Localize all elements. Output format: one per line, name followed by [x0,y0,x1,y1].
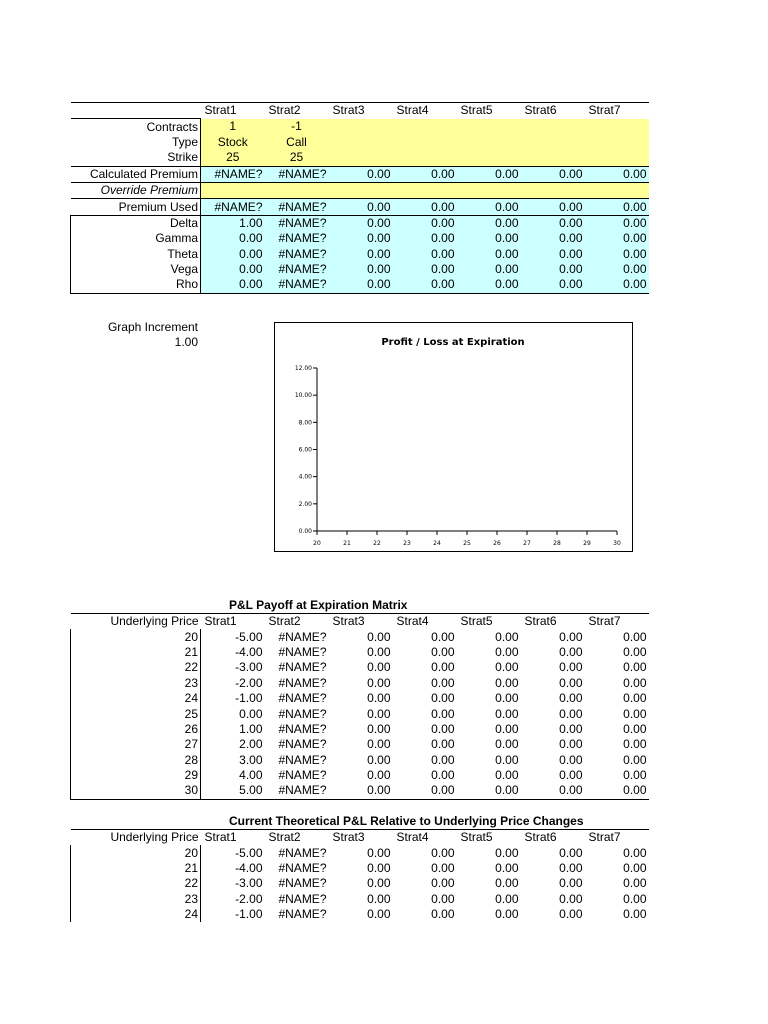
table-row [71,722,649,737]
greek-theta-strat-6: 0.00 [521,247,585,262]
table-row [71,861,649,876]
pl-value-cell: 0.00 [367,891,391,906]
greek-rho-strat-7: 0.00 [585,277,649,293]
pl-value-cell: 0.00 [495,629,519,644]
pl-value-cell: 0.00 [623,860,647,875]
greek-vega-strat-3: 0.00 [329,262,393,277]
pl-value-cell: 0.00 [367,737,391,752]
pl-value-cell: 2.00 [239,737,263,752]
pl-value-cell: 5.00 [201,783,265,799]
greek-row-gamma [71,231,649,246]
greek-rho-strat-6: 0.00 [521,277,585,293]
pl-value-cell: -5.00 [235,845,263,860]
greek-theta-strat-5: 0.00 [457,247,521,262]
override-premium-strat-6[interactable] [521,182,585,198]
pl-value-cell: 0.00 [559,675,583,690]
strike-strat-2[interactable]: 25 [265,150,329,166]
pl-value-cell: 0.00 [431,752,455,767]
params-row-strike [71,150,649,166]
pl-value-cell: 4.00 [239,768,263,783]
underlying-price-cell: 27 [71,737,201,752]
greek-delta-strat-2: #NAME? [265,215,329,231]
pl-value-cell: 0.00 [623,644,647,659]
contracts-strat-5[interactable] [457,119,521,135]
greek-rho-strat-2: #NAME? [265,277,329,293]
pl-value-cell: 0.00 [329,783,393,799]
pl-value-cell: 0.00 [367,706,391,721]
pl-value-cell: 0.00 [559,660,583,675]
pl-value-cell: 0.00 [431,721,455,736]
pl-value-cell: 0.00 [623,891,647,906]
y-tick-label: 8.00 [298,419,312,427]
override-premium-strat-4[interactable] [393,182,457,198]
pl-value-cell: 0.00 [559,860,583,875]
pl-value-cell: 0.00 [367,876,391,891]
pl-value-cell: 0.00 [495,675,519,690]
payoff-matrix-strat-header-4: Strat4 [393,614,457,630]
pl-value-cell: -3.00 [235,876,263,891]
override-premium-strat-1[interactable] [201,182,265,198]
pl-value-cell: 0.00 [367,660,391,675]
pl-value-cell: #NAME? [265,783,329,799]
y-tick-label: 2.00 [298,500,312,508]
pl-value-cell: #NAME? [278,675,327,690]
x-tick-label: 30 [613,540,621,547]
premium-used-strat-3[interactable]: 0.00 [329,199,393,215]
y-tick-label: 12.00 [294,365,312,372]
theoretical-matrix-strat-header-7: Strat7 [585,830,649,846]
pl-value-cell: #NAME? [278,907,327,922]
theoretical-matrix-title: Current Theoretical P&L Relative to Underlying Price Changes [229,814,584,828]
underlying-price-cell: 20 [71,629,201,644]
pl-value-cell: 0.00 [559,691,583,706]
payoff-matrix-table [70,613,649,800]
pl-value-cell: 0.00 [559,706,583,721]
pl-value-cell: 0.00 [495,768,519,783]
premium-used-strat-7[interactable]: 0.00 [585,199,649,215]
x-tick-label: 25 [463,540,471,547]
pl-value-cell: -4.00 [235,644,263,659]
params-row-type [71,135,649,150]
pl-value-cell: #NAME? [278,768,327,783]
pl-value-cell: #NAME? [278,752,327,767]
pl-value-cell: #NAME? [278,691,327,706]
greek-row-delta [71,215,649,231]
greek-label-theta: Theta [71,247,201,262]
pl-value-cell: 0.00 [623,752,647,767]
underlying-price-cell: 26 [71,722,201,737]
greek-delta-strat-1: 1.00 [201,215,265,231]
pl-value-cell: 0.00 [623,845,647,860]
pl-value-cell: 0.00 [367,675,391,690]
greek-label-delta: Delta [71,215,201,231]
override-premium-label: Override Premium [71,182,201,198]
pl-value-cell: #NAME? [278,860,327,875]
pl-value-cell: 0.00 [431,907,455,922]
greek-theta-strat-1: 0.00 [201,247,265,262]
pl-value-cell: 0.00 [457,783,521,799]
underlying-price-cell: 30 [71,783,201,799]
pl-value-cell: 0.00 [367,752,391,767]
pl-value-cell: 0.00 [495,691,519,706]
calc-premium-strat-5[interactable]: 0.00 [457,166,521,182]
greek-delta-strat-5: 0.00 [457,215,521,231]
theoretical-matrix-strat-header-1: Strat1 [201,830,265,846]
pl-value-cell: 0.00 [431,768,455,783]
pl-value-cell: #NAME? [278,845,327,860]
pl-value-cell: -1.00 [235,907,263,922]
pl-value-cell: 0.00 [495,737,519,752]
pl-value-cell: 0.00 [559,752,583,767]
table-row [71,845,649,860]
pl-value-cell: 0.00 [495,660,519,675]
pl-value-cell: 0.00 [431,737,455,752]
type-strat-3[interactable] [329,135,393,150]
pl-value-cell: 0.00 [367,845,391,860]
calc-premium-strat-7[interactable]: 0.00 [585,166,649,182]
pl-value-cell: 0.00 [623,629,647,644]
params-row-calc-premium [71,166,649,182]
x-tick-label: 29 [583,540,591,547]
greek-label-vega: Vega [71,262,201,277]
type-strat-7[interactable] [585,135,649,150]
params-header-blank [71,103,201,119]
premium-used-strat-6[interactable]: 0.00 [521,199,585,215]
pl-value-cell: 0.00 [521,783,585,799]
greek-label-rho: Rho [71,277,201,293]
strike-strat-5[interactable] [457,150,521,166]
greek-label-gamma: Gamma [71,231,201,246]
greek-rho-strat-3: 0.00 [329,277,393,293]
payoff-matrix-strat-header-3: Strat3 [329,614,393,630]
theoretical-matrix-price-header: Underlying Price [71,830,201,846]
strike-label: Strike [71,150,201,166]
greek-rho-strat-5: 0.00 [457,277,521,293]
pl-value-cell: 0.00 [367,691,391,706]
contracts-strat-4[interactable] [393,119,457,135]
underlying-price-cell: 24 [71,907,201,922]
type-strat-6[interactable] [521,135,585,150]
premium-used-strat-2[interactable]: #NAME? [265,199,329,215]
pl-value-cell: 0.00 [431,691,455,706]
underlying-price-cell: 22 [71,876,201,891]
pl-value-cell: 0.00 [559,644,583,659]
pl-value-cell: -2.00 [235,891,263,906]
strat-header-4: Strat4 [393,103,457,119]
greek-vega-strat-5: 0.00 [457,262,521,277]
theoretical-matrix-strat-header-6: Strat6 [521,830,585,846]
greek-vega-strat-6: 0.00 [521,262,585,277]
params-row-override-premium [71,182,649,198]
x-tick-label: 20 [313,540,321,547]
pl-value-cell: 1.00 [239,721,263,736]
pl-value-cell: 0.00 [431,860,455,875]
pl-value-cell: 0.00 [623,768,647,783]
pl-value-cell: 0.00 [559,737,583,752]
override-premium-strat-2[interactable] [265,182,329,198]
pl-value-cell: 0.00 [559,876,583,891]
pl-value-cell: 0.00 [623,691,647,706]
pl-value-cell: 0.00 [393,783,457,799]
table-row [71,737,649,752]
strat-header-3: Strat3 [329,103,393,119]
greek-delta-strat-6: 0.00 [521,215,585,231]
pl-value-cell: 0.00 [559,907,583,922]
pl-value-cell: -1.00 [235,691,263,706]
params-row-premium-used [71,199,649,215]
greek-vega-strat-2: #NAME? [265,262,329,277]
underlying-price-cell: 20 [71,845,201,860]
greek-theta-strat-7: 0.00 [585,247,649,262]
table-row [71,629,649,644]
pl-value-cell: 0.00 [431,845,455,860]
pl-value-cell: 0.00 [623,876,647,891]
underlying-price-cell: 25 [71,706,201,721]
underlying-price-cell: 21 [71,861,201,876]
underlying-price-cell: 23 [71,676,201,691]
strat-header-1: Strat1 [201,103,265,119]
pl-value-cell: 0.00 [367,721,391,736]
pl-value-cell: 0.00 [495,876,519,891]
x-tick-label: 21 [343,540,351,547]
pl-value-cell: 0.00 [367,629,391,644]
pl-value-cell: 0.00 [623,706,647,721]
calc-premium-strat-2[interactable]: #NAME? [265,166,329,182]
pl-value-cell: 0.00 [623,721,647,736]
pl-value-cell: -2.00 [235,675,263,690]
pl-value-cell: 0.00 [431,675,455,690]
pl-value-cell: #NAME? [278,644,327,659]
x-tick-label: 22 [373,540,381,547]
greek-vega-strat-1: 0.00 [201,262,265,277]
premium-used-strat-5[interactable]: 0.00 [457,199,521,215]
pl-value-cell: 0.00 [239,706,263,721]
payoff-matrix-price-header: Underlying Price [71,614,201,630]
underlying-price-cell: 28 [71,753,201,768]
y-tick-label: 10.00 [294,392,312,400]
strategy-parameters-table [70,102,649,294]
pl-value-cell: 0.00 [367,860,391,875]
greek-theta-strat-4: 0.00 [393,247,457,262]
strike-strat-3[interactable] [329,150,393,166]
pl-value-cell: 0.00 [495,752,519,767]
chart-title: Profit / Loss at Expiration [381,337,525,348]
strike-strat-7[interactable] [585,150,649,166]
greek-row-rho [71,277,649,293]
pl-value-cell: 0.00 [495,721,519,736]
pl-value-cell: 0.00 [431,629,455,644]
underlying-price-cell: 29 [71,768,201,783]
greek-delta-strat-7: 0.00 [585,215,649,231]
greek-gamma-strat-2: #NAME? [265,231,329,246]
pl-value-cell: -5.00 [235,629,263,644]
pl-value-cell: 0.00 [559,891,583,906]
pl-value-cell: 0.00 [431,660,455,675]
type-strat-2[interactable]: Call [265,135,329,150]
pl-value-cell: #NAME? [278,660,327,675]
greek-theta-strat-3: 0.00 [329,247,393,262]
theoretical-matrix-strat-header-4: Strat4 [393,830,457,846]
pl-value-cell: #NAME? [278,629,327,644]
greek-rho-strat-4: 0.00 [393,277,457,293]
strat-header-5: Strat5 [457,103,521,119]
table-row [71,691,649,706]
greek-gamma-strat-7: 0.00 [585,231,649,246]
x-tick-label: 28 [553,540,561,547]
calc-premium-strat-1[interactable]: #NAME? [201,166,265,182]
greek-gamma-strat-4: 0.00 [393,231,457,246]
profit-loss-chart-svg [275,323,632,551]
greek-gamma-strat-1: 0.00 [201,231,265,246]
theoretical-matrix-table [70,829,649,922]
payoff-matrix-title: P&L Payoff at Expiration Matrix [229,598,408,612]
theoretical-matrix-header-row [71,830,649,846]
pl-value-cell: 0.00 [559,629,583,644]
pl-value-cell: 0.00 [431,876,455,891]
contracts-strat-2[interactable]: -1 [265,119,329,135]
theoretical-matrix-strat-header-2: Strat2 [265,830,329,846]
override-premium-strat-7[interactable] [585,182,649,198]
premium-used-strat-4[interactable]: 0.00 [393,199,457,215]
type-strat-1[interactable]: Stock [201,135,265,150]
underlying-price-cell: 21 [71,645,201,660]
greek-gamma-strat-6: 0.00 [521,231,585,246]
greek-row-theta [71,247,649,262]
pl-value-cell: -4.00 [235,860,263,875]
type-strat-5[interactable] [457,135,521,150]
y-tick-label: 0.00 [298,528,312,535]
graph-increment-value[interactable]: 1.00 [174,335,198,349]
pl-value-cell: 0.00 [367,644,391,659]
x-tick-label: 24 [433,540,441,547]
params-row-contracts [71,119,649,135]
pl-value-cell: 0.00 [623,737,647,752]
calc-premium-strat-3[interactable]: 0.00 [329,166,393,182]
x-tick-label: 23 [403,540,411,547]
strike-strat-4[interactable] [393,150,457,166]
pl-value-cell: 0.00 [367,907,391,922]
pl-value-cell: 0.00 [623,675,647,690]
params-header-row [71,103,649,119]
type-strat-4[interactable] [393,135,457,150]
greek-gamma-strat-5: 0.00 [457,231,521,246]
greek-delta-strat-3: 0.00 [329,215,393,231]
table-row [71,645,649,660]
y-tick-label: 4.00 [298,473,312,481]
greek-gamma-strat-3: 0.00 [329,231,393,246]
strat-header-2: Strat2 [265,103,329,119]
pl-value-cell: 0.00 [495,644,519,659]
payoff-matrix-strat-header-5: Strat5 [457,614,521,630]
theoretical-matrix-strat-header-5: Strat5 [457,830,521,846]
table-row [71,907,649,922]
calc-premium-strat-4[interactable]: 0.00 [393,166,457,182]
contracts-strat-7[interactable] [585,119,649,135]
pl-value-cell: 0.00 [559,721,583,736]
override-premium-strat-3[interactable] [329,182,393,198]
strike-strat-1[interactable]: 25 [201,150,265,166]
theoretical-matrix-strat-header-3: Strat3 [329,830,393,846]
pl-value-cell: 0.00 [585,783,649,799]
pl-value-cell: 0.00 [623,660,647,675]
x-tick-label: 27 [523,540,531,547]
x-tick-label: 26 [493,540,501,547]
payoff-matrix-strat-header-7: Strat7 [585,614,649,630]
table-row [71,753,649,768]
payoff-matrix-strat-header-1: Strat1 [201,614,265,630]
table-row [71,660,649,675]
pl-value-cell: #NAME? [278,706,327,721]
pl-value-cell: #NAME? [278,737,327,752]
pl-value-cell: 0.00 [559,845,583,860]
calc-premium-label: Calculated Premium [71,166,201,182]
payoff-matrix-header-row [71,614,649,630]
pl-value-cell: 0.00 [495,860,519,875]
greek-vega-strat-4: 0.00 [393,262,457,277]
pl-value-cell: 0.00 [495,706,519,721]
pl-value-cell: 0.00 [495,845,519,860]
pl-value-cell: 0.00 [495,907,519,922]
contracts-strat-1[interactable]: 1 [201,119,265,135]
pl-value-cell: #NAME? [278,721,327,736]
pl-value-cell: 0.00 [623,907,647,922]
greek-delta-strat-4: 0.00 [393,215,457,231]
underlying-price-cell: 22 [71,660,201,675]
table-row [71,876,649,891]
payoff-matrix-strat-header-2: Strat2 [265,614,329,630]
contracts-strat-3[interactable] [329,119,393,135]
premium-used-strat-1[interactable]: #NAME? [201,199,265,215]
pl-value-cell: 0.00 [559,768,583,783]
pl-value-cell: 0.00 [367,768,391,783]
strike-strat-6[interactable] [521,150,585,166]
pl-value-cell: 0.00 [495,891,519,906]
graph-increment-label: Graph Increment [107,320,198,334]
contracts-label: Contracts [71,119,201,135]
pl-value-cell: 0.00 [431,706,455,721]
y-tick-label: 6.00 [298,446,312,454]
table-row [71,892,649,907]
pl-value-cell: -3.00 [235,660,263,675]
table-row [71,768,649,783]
greek-row-vega [71,262,649,277]
greek-theta-strat-2: #NAME? [265,247,329,262]
pl-value-cell: 0.00 [431,644,455,659]
strat-header-6: Strat6 [521,103,585,119]
strat-header-7: Strat7 [585,103,649,119]
greek-vega-strat-7: 0.00 [585,262,649,277]
contracts-strat-6[interactable] [521,119,585,135]
payoff-matrix-strat-header-6: Strat6 [521,614,585,630]
table-row [71,676,649,691]
table-row [71,706,649,721]
pl-value-cell: 0.00 [431,891,455,906]
underlying-price-cell: 24 [71,691,201,706]
override-premium-strat-5[interactable] [457,182,521,198]
type-label: Type [71,135,201,150]
greek-rho-strat-1: 0.00 [201,277,265,293]
premium-used-label: Premium Used [71,199,201,215]
pl-value-cell: 3.00 [239,752,263,767]
calc-premium-strat-6[interactable]: 0.00 [521,166,585,182]
underlying-price-cell: 23 [71,892,201,907]
profit-loss-chart [274,322,633,552]
pl-value-cell: #NAME? [278,891,327,906]
table-row [71,783,649,799]
pl-value-cell: #NAME? [278,876,327,891]
